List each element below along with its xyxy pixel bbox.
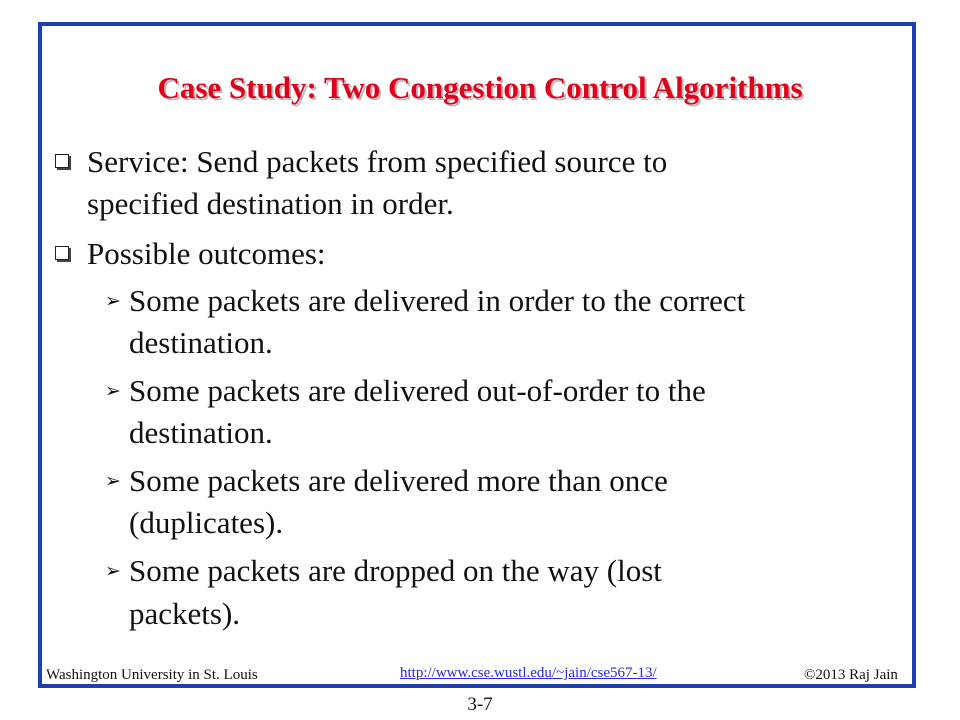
- subbullet-1-line-2: destination.: [129, 325, 273, 360]
- arrowhead-bullet-icon: ➢: [105, 381, 121, 402]
- arrowhead-bullet-icon: ➢: [105, 291, 121, 312]
- subbullet-2-line-2: destination.: [129, 415, 273, 450]
- footer-copyright: ©2013 Raj Jain: [804, 667, 898, 683]
- subbullet-3-line-2: (duplicates).: [129, 505, 284, 540]
- subbullet-2-line-1: Some packets are delivered out-of-order to the: [129, 373, 706, 408]
- square-bullet-icon: [55, 246, 69, 260]
- bullet-1-line-1: Service: Send packets from specified source to: [87, 144, 668, 179]
- subbullet-4-line-2: packets).: [129, 596, 241, 631]
- bullet-2-line-1: Possible outcomes:: [87, 236, 326, 271]
- subbullet-3-line-1: Some packets are delivered more than once: [129, 463, 668, 498]
- arrowhead-bullet-icon: ➢: [105, 561, 121, 582]
- subbullet-4-line-1: Some packets are dropped on the way (lost: [129, 553, 662, 588]
- footer-url-link[interactable]: http://www.cse.wustl.edu/~jain/cse567-13/: [400, 665, 657, 681]
- footer-institution: Washington University in St. Louis: [46, 667, 258, 683]
- square-bullet-icon: [55, 154, 69, 168]
- subbullet-1-line-1: Some packets are delivered in order to the correct: [129, 283, 746, 318]
- slide-title: Case Study: Two Congestion Control Algorithms: [157, 70, 803, 105]
- page-number: 3-7: [467, 694, 493, 715]
- arrowhead-bullet-icon: ➢: [105, 471, 121, 492]
- bullet-1-line-2: specified destination in order.: [87, 186, 454, 221]
